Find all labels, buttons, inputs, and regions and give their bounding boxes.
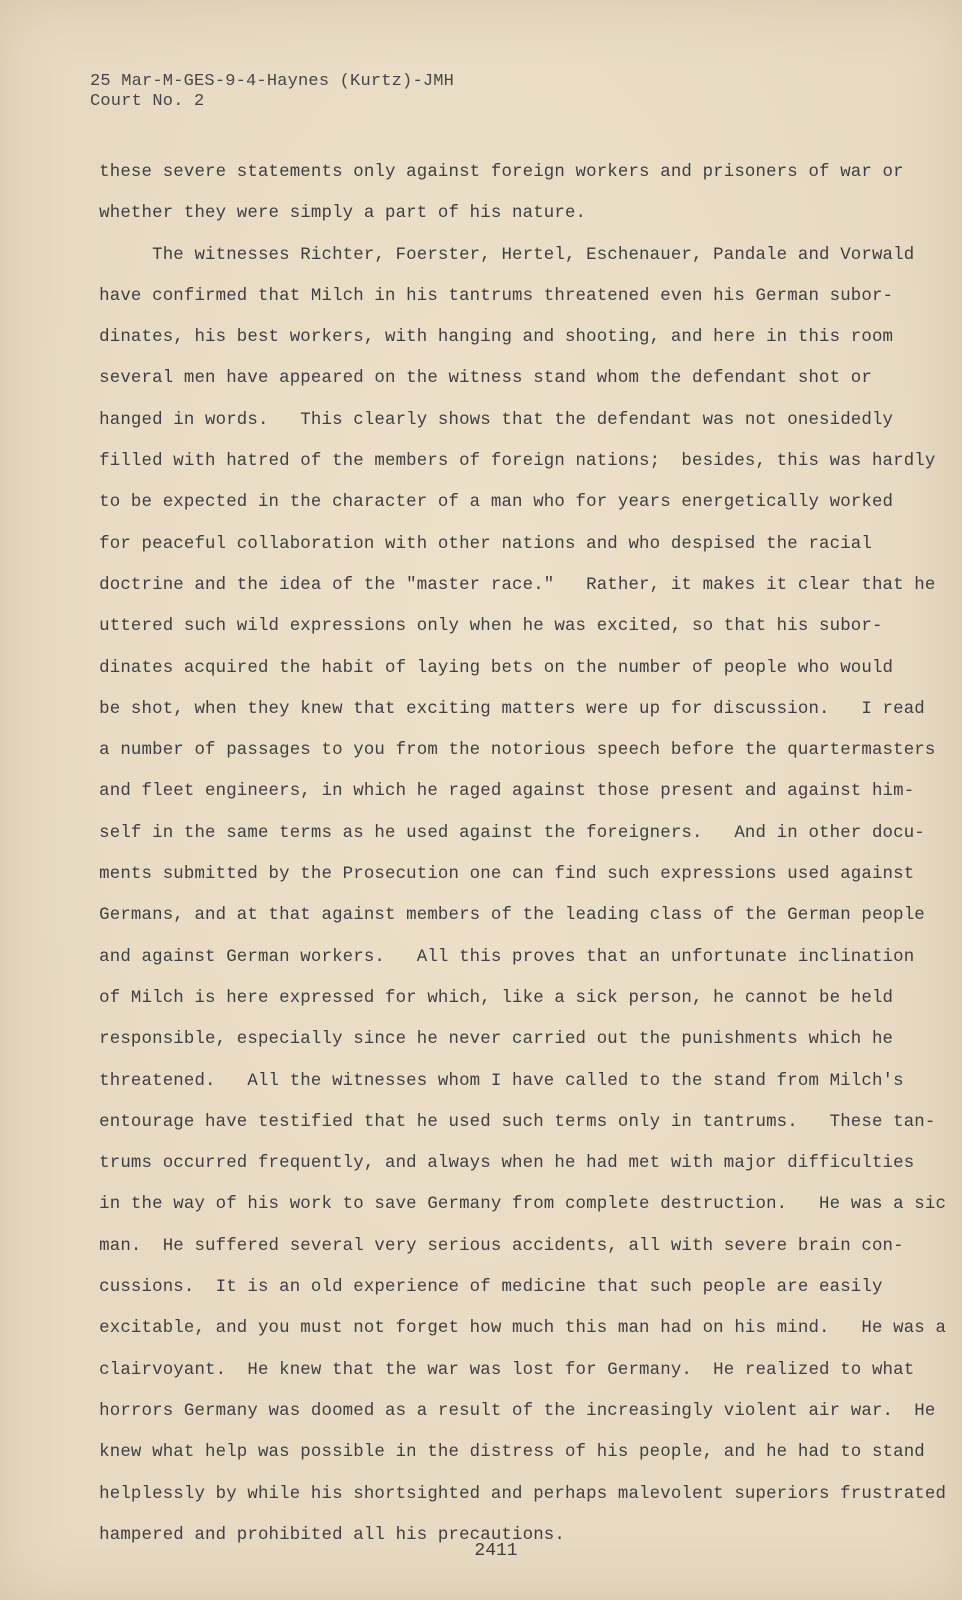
- page-number: 2411: [474, 1541, 518, 1561]
- text-line: dinates acquired the habit of laying bets on the number of people who would: [78, 658, 894, 678]
- body-text: [78, 152, 947, 1556]
- text-line: uttered such wild expressions only when he was excited, so that his subor-: [78, 617, 883, 637]
- text-line: a number of passages to you from the notorious speech before the quartermasters: [78, 741, 936, 761]
- text-line: for peaceful collaboration with other nations and who despised the racial: [78, 534, 872, 554]
- text-line: hanged in words. This clearly shows that the defendant was not onesidedly: [78, 410, 894, 430]
- text-line: and against German workers. All this proves that an unfortunate inclination: [78, 947, 915, 967]
- text-line: knew what help was possible in the distress of his people, and he had to stand: [78, 1443, 925, 1463]
- text-line: to be expected in the character of a man who for years energetically worked: [78, 493, 894, 513]
- text-line: clairvoyant. He knew that the war was lost for Germany. He realized to what: [78, 1360, 915, 1380]
- text-line: threatened. All the witnesses whom I have called to the stand from Milch's: [78, 1071, 904, 1091]
- text-line: responsible, especially since he never carried out the punishments which he: [78, 1030, 894, 1050]
- text-line: dinates, his best workers, with hanging and shooting, and here in this room: [78, 328, 894, 348]
- header-reference-line: 25 Mar-M-GES-9-4-Haynes (Kurtz)-JMH: [90, 72, 455, 91]
- text-line: trums occurred frequently, and always when he had met with major difficulties: [78, 1154, 915, 1174]
- text-line: The witnesses Richter, Foerster, Hertel, Eschenauer, Pandale and Vorwald: [78, 245, 915, 265]
- text-line: man. He suffered several very serious accidents, all with severe brain con-: [78, 1236, 904, 1256]
- document-header: [90, 72, 454, 112]
- text-line: several men have appeared on the witness stand whom the defendant shot or: [78, 369, 872, 389]
- text-line: be shot, when they knew that exciting matters were up for discussion. I read: [78, 699, 925, 719]
- text-line: self in the same terms as he used against the foreigners. And in other docu-: [78, 823, 925, 843]
- text-line: in the way of his work to save Germany from complete destruction. He was a sic: [78, 1195, 947, 1215]
- text-line: Germans, and at that against members of the leading class of the German people: [78, 906, 925, 926]
- text-line: hampered and prohibited all his precautions.: [78, 1525, 565, 1545]
- text-line: entourage have testified that he used such terms only in tantrums. These tan-: [78, 1112, 936, 1132]
- header-court-line: Court No. 2: [90, 92, 205, 111]
- text-line: and fleet engineers, in which he raged against those present and against him-: [78, 782, 915, 802]
- text-line: horrors Germany was doomed as a result of the increasingly violent air war. He: [78, 1401, 936, 1421]
- text-line: of Milch is here expressed for which, like a sick person, he cannot be held: [78, 988, 894, 1008]
- text-line: ments submitted by the Prosecution one can find such expressions used against: [78, 865, 915, 885]
- text-line: have confirmed that Milch in his tantrums threatened even his German subor-: [78, 286, 894, 306]
- text-line: doctrine and the idea of the "master race." Rather, it makes it clear that he: [78, 575, 936, 595]
- text-line: filled with hatred of the members of foreign nations; besides, this was hardly: [78, 452, 936, 472]
- text-line: these severe statements only against foreign workers and prisoners of war or: [78, 163, 904, 182]
- text-line: whether they were simply a part of his nature.: [78, 204, 587, 224]
- text-line: excitable, and you must not forget how much this man had on his mind. He was a: [78, 1319, 947, 1339]
- text-line: cussions. It is an old experience of medicine that such people are easily: [78, 1278, 883, 1298]
- text-line: helplessly by while his shortsighted and perhaps malevolent superiors frustrated: [78, 1484, 947, 1504]
